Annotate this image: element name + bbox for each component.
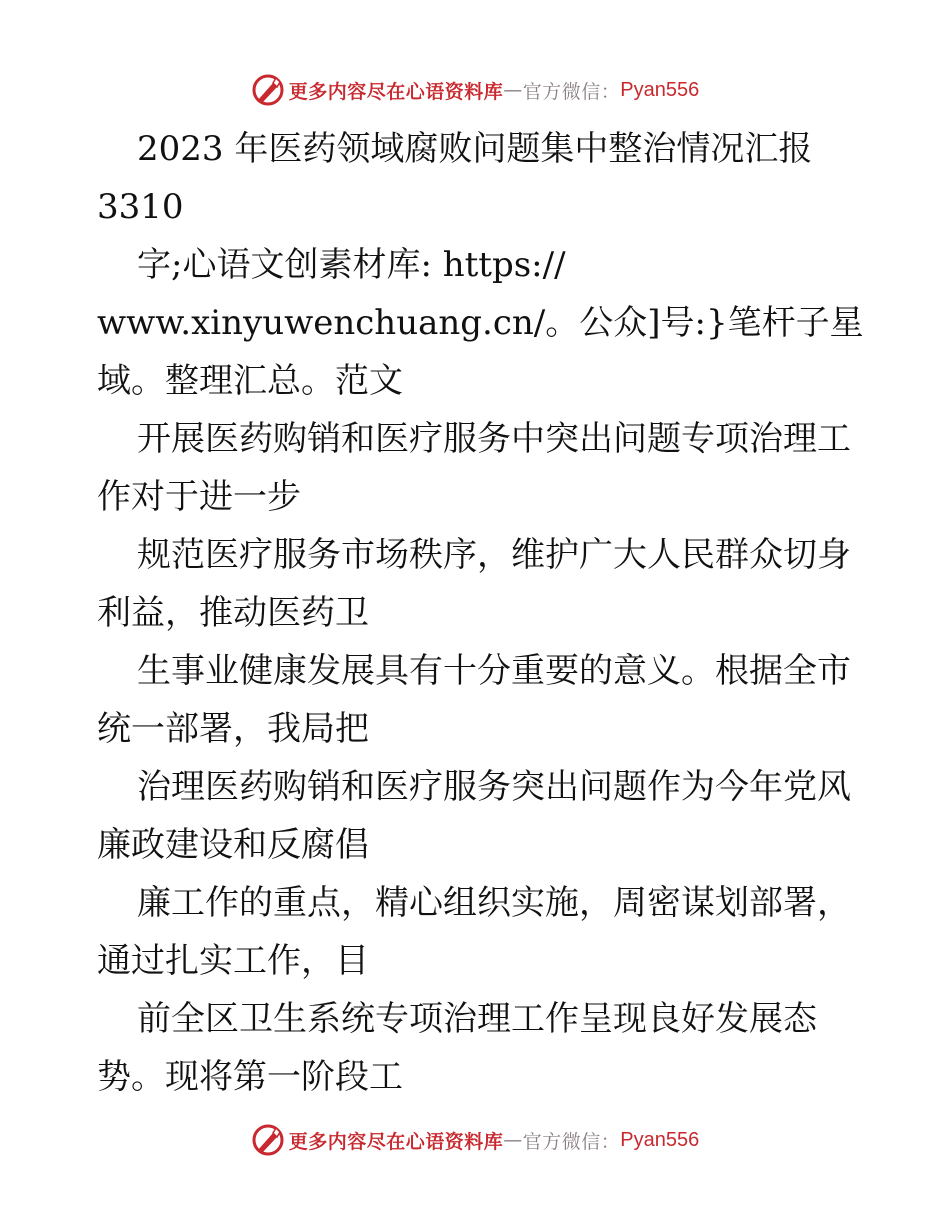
text-line: 利益，推动医药卫: [97, 593, 369, 633]
banner-separator: —: [503, 79, 523, 101]
pen-logo-icon: [251, 73, 285, 107]
text-line: 3310: [97, 187, 184, 227]
banner-wechat-id: Pyan556: [620, 78, 700, 101]
text-line: www.xinyuwenchuang.cn/。公众]号:}笔杆子星: [97, 303, 864, 343]
text-line: 域。整理汇总。范文: [97, 361, 403, 401]
banner-main-text: 更多内容尽在心语资料库: [288, 1130, 504, 1153]
text-line: 势。现将第一阶段工: [97, 1057, 403, 1097]
text-line: 廉政建设和反腐倡: [97, 825, 369, 865]
text-line: 前全区卫生系统专项治理工作呈现良好发展态: [137, 999, 817, 1039]
text-line: 廉工作的重点，精心组织实施，周密谋划部署，: [137, 883, 851, 923]
document-body: [97, 120, 887, 1106]
footer-banner: [0, 1120, 950, 1160]
text-line: 生事业健康发展具有十分重要的意义。根据全市: [137, 651, 851, 691]
text-line: 治理医药购销和医疗服务突出问题作为今年党风: [137, 767, 851, 807]
pen-logo-icon: [251, 1123, 285, 1157]
banner-wechat-id: Pyan556: [620, 1128, 700, 1151]
banner-sub-text: 官方微信：: [522, 1130, 621, 1153]
banner-separator: —: [503, 1129, 523, 1151]
text-line: 通过扎实工作，目: [97, 941, 369, 981]
text-line: 统一部署，我局把: [97, 709, 369, 749]
text-line: 规范医疗服务市场秩序，维护广大人民群众切身: [137, 535, 851, 575]
text-line: 开展医药购销和医疗服务中突出问题专项治理工: [137, 419, 851, 459]
text-line: 字;心语文创素材库: https://: [137, 245, 566, 285]
banner-sub-text: 官方微信：: [522, 80, 621, 103]
banner-main-text: 更多内容尽在心语资料库: [288, 80, 504, 103]
header-banner: [0, 70, 950, 110]
text-line: 2023 年医药领域腐败问题集中整治情况汇报: [137, 129, 813, 169]
text-line: 作对于进一步: [97, 477, 301, 517]
